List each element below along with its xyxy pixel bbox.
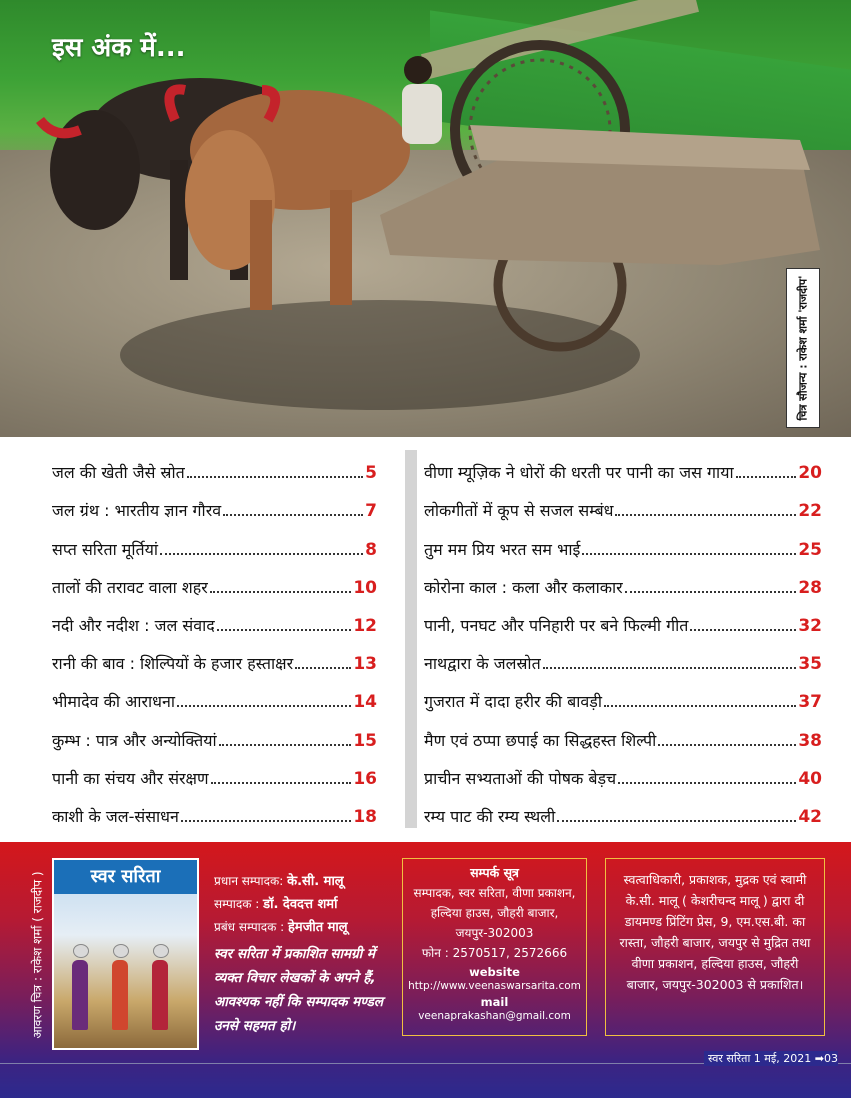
toc-entry-title: तालों की तरावट वाला शहर — [52, 577, 208, 597]
toc-page-number: 37 — [798, 692, 822, 713]
editor-line: सम्पादक : डॉ. देवदत्त शर्मा — [214, 897, 338, 912]
toc-page-number: 16 — [353, 768, 377, 789]
toc-entry[interactable] — [424, 560, 822, 598]
toc-entry[interactable] — [52, 751, 377, 789]
toc-page-number: 5 — [365, 463, 377, 484]
toc-page-number: 18 — [353, 806, 377, 827]
toc-entry-title: नदी और नदीश : जल संवाद — [52, 615, 215, 635]
toc-entry[interactable] — [424, 521, 822, 559]
disclaimer: स्वर सरिता में प्रकाशित सामग्री में व्यक्त विचार लेखकों के अपने हैं, आवश्यक नहीं कि सम्पादक मण्डल उनसे सहमत हो। — [214, 946, 384, 1034]
toc-entry-title: कुम्भ : पात्र और अन्योक्तियां — [52, 730, 217, 750]
contact-heading: सम्पर्क सूत्र — [470, 865, 519, 880]
toc-page-number: 13 — [353, 654, 377, 675]
dot-leader — [604, 705, 796, 707]
cover-masthead: स्वर सरिता — [54, 860, 197, 894]
table-of-contents — [0, 445, 851, 830]
toc-entry[interactable] — [424, 751, 822, 789]
toc-page-number: 12 — [353, 615, 377, 636]
toc-entry[interactable] — [52, 674, 377, 712]
photo-credit — [786, 268, 820, 428]
toc-entry-title: कोरोना काल : कला और कलाकार — [424, 577, 623, 597]
editor-line: प्रधान सम्पादक: के.सी. मालू — [214, 874, 344, 889]
dot-leader — [295, 667, 351, 669]
toc-entry-title: गुजरात में दादा हरीर की बावड़ी — [424, 692, 603, 712]
toc-entry-title: भीमादेव की आराधना — [52, 692, 176, 712]
dot-leader — [736, 476, 797, 478]
cover-thumbnail — [52, 858, 199, 1050]
toc-page-number: 28 — [798, 577, 822, 598]
toc-page-number: 15 — [353, 730, 377, 751]
page-title: इस अंक में... — [52, 33, 186, 63]
dot-leader — [160, 553, 363, 555]
contact-address: सम्पादक, स्वर सरिता, वीणा प्रकाशन, हल्दिया हाउस, जौहरी बाजार, जयपुर-302003 — [413, 886, 576, 940]
toc-entry[interactable] — [52, 636, 377, 674]
toc-entry-title: लोकगीतों में कूप से सजल सम्बंध — [424, 501, 614, 521]
dot-leader — [557, 820, 796, 822]
toc-page-number: 22 — [798, 501, 822, 522]
toc-entry[interactable] — [52, 560, 377, 598]
mail-label: mail — [480, 995, 509, 1009]
toc-page-number: 14 — [353, 692, 377, 713]
dot-leader — [618, 782, 796, 784]
toc-page-number: 35 — [798, 654, 822, 675]
toc-entry[interactable] — [52, 521, 377, 559]
toc-entry[interactable] — [424, 712, 822, 750]
toc-entry[interactable] — [52, 712, 377, 750]
dot-leader — [543, 667, 797, 669]
toc-page-number: 20 — [798, 463, 822, 484]
toc-page-number: 25 — [798, 539, 822, 560]
dot-leader — [582, 553, 796, 555]
toc-entry[interactable] — [52, 598, 377, 636]
dot-leader — [615, 514, 796, 516]
dot-leader — [177, 705, 351, 707]
editor-list — [214, 870, 348, 939]
toc-entry-title: जल की खेती जैसे स्रोत — [52, 463, 185, 483]
toc-entry-title: रानी की बाव : शिल्पियों के हजार हस्ताक्षर — [52, 654, 294, 674]
toc-entry-title: तुम मम प्रिय भरत सम भाई — [424, 539, 581, 559]
toc-entry[interactable] — [52, 483, 377, 521]
hero-photo — [0, 0, 851, 437]
toc-page-number: 8 — [365, 539, 377, 560]
toc-page-number: 7 — [365, 501, 377, 522]
dot-leader — [217, 629, 352, 631]
dot-leader — [211, 782, 352, 784]
publisher-box: स्वत्वाधिकारी, प्रकाशक, मुद्रक एवं स्वामी के.सी. मालू ( केशरीचन्द मालू ) द्वारा दी डायमण्ड प्रिंटिंग प्रेस, 9, एम.एस.बी. का रास्ता, जौहरी बाजार, जयपुर से मुद्रित तथा वीणा प्रकाशन, हल्दिया हाउस, जौहरी बाजार, जयपुर-302003 से प्रकाशित। — [605, 858, 825, 1036]
website-label: website — [469, 965, 520, 979]
cover-credit: आवरण चित्र : राकेश शर्मा ( राजदीप ) — [30, 871, 45, 1039]
toc-entry[interactable] — [424, 598, 822, 636]
toc-right-column — [424, 445, 822, 827]
dot-leader — [625, 591, 797, 593]
mail-link[interactable]: veenaprakashan@gmail.com — [418, 1010, 571, 1022]
editor-line: प्रबंध सम्पादक : हेमजीत मालू — [214, 920, 348, 935]
toc-page-number: 10 — [353, 577, 377, 598]
toc-entry[interactable] — [52, 789, 377, 827]
toc-entry[interactable] — [52, 445, 377, 483]
toc-page-number: 32 — [798, 615, 822, 636]
page-info: स्वर सरिता 1 मई, 2021 ➡03 — [704, 1051, 838, 1066]
dot-leader — [187, 476, 363, 478]
dot-leader — [181, 820, 351, 822]
column-divider — [405, 450, 417, 828]
dot-leader — [223, 514, 363, 516]
toc-entry-title: पानी का संचय और संरक्षण — [52, 768, 209, 788]
toc-entry-title: मैण एवं ठप्पा छपाई का सिद्धहस्त शिल्पी — [424, 730, 657, 750]
toc-entry[interactable] — [424, 445, 822, 483]
oxen-and-waterwheel-illustration — [0, 0, 851, 437]
photo-credit-text: चित्र सौजन्य : राकेश शर्मा 'राजदीप' — [796, 275, 810, 421]
dot-leader — [690, 629, 796, 631]
toc-page-number: 40 — [798, 768, 822, 789]
dot-leader — [210, 591, 352, 593]
toc-page-number: 42 — [798, 806, 822, 827]
toc-entry-title: काशी के जल-संसाधन — [52, 806, 179, 826]
website-link[interactable]: http://www.veenaswarsarita.com — [408, 980, 581, 992]
contact-phone: फोन : 2570517, 2572666 — [421, 946, 568, 960]
toc-entry-title: रम्य पाट की रम्य स्थली — [424, 806, 556, 826]
toc-left-column — [52, 445, 377, 827]
toc-entry-title: वीणा म्यूज़िक ने धोरों की धरती पर पानी का जस गाया — [424, 463, 734, 483]
dot-leader — [658, 744, 796, 746]
toc-entry[interactable] — [424, 483, 822, 521]
toc-entry[interactable] — [424, 789, 822, 827]
toc-entry-title: जल ग्रंथ : भारतीय ज्ञान गौरव — [52, 501, 222, 521]
toc-entry[interactable] — [424, 674, 822, 712]
toc-entry-title: पानी, पनघट और पनिहारी पर बने फिल्मी गीत — [424, 615, 689, 635]
dot-leader — [219, 744, 352, 746]
toc-entry-title: नाथद्वारा के जलस्रोत — [424, 654, 541, 674]
toc-entry-title: प्राचीन सभ्यताओं की पोषक बेड़च — [424, 768, 617, 788]
toc-page-number: 38 — [798, 730, 822, 751]
toc-entry[interactable] — [424, 636, 822, 674]
toc-entry-title: सप्त सरिता मूर्तियां — [52, 539, 159, 559]
footer — [0, 842, 851, 1098]
contact-box — [402, 858, 587, 1036]
